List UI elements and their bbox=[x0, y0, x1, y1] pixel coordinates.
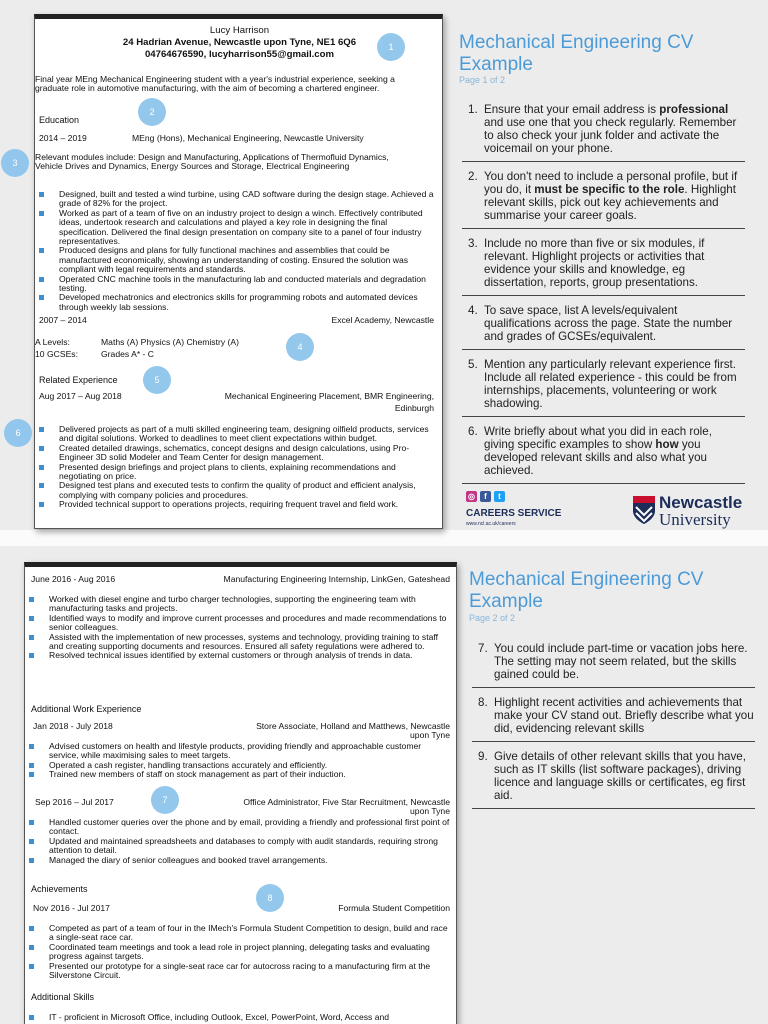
list-item: Delivered projects as part of a multi skilled engineering team, designing oilfield products, services and digital solutions. Worked to deadlines to meet client expectations within budget. bbox=[35, 425, 435, 444]
list-item: Produced designs and plans for fully functional machines and assemblies that could be manufactured economically, showing an understanding of costing. Ensured the solution was compliant with legal requirements and standards. bbox=[35, 246, 435, 274]
job2-role: Store Associate, Holland and Matthews, Newcastle bbox=[256, 721, 450, 731]
tip-item bbox=[462, 103, 745, 162]
gcse-label: 10 GCSEs: bbox=[35, 349, 78, 359]
tip-number: 9. bbox=[478, 750, 488, 763]
job2-dates: Jan 2018 - July 2018 bbox=[33, 721, 113, 731]
exp1-title bbox=[154, 392, 434, 414]
side1-title-line2: Example bbox=[459, 54, 533, 75]
side2-title-line1: Mechanical Engineering CV bbox=[469, 569, 704, 590]
tip-text: To save space, list A levels/equivalent qualifications across the page. State the number and grades of GCSEs/equivalent. bbox=[484, 304, 733, 343]
badge-2: 2 bbox=[138, 98, 166, 126]
tip-item bbox=[472, 696, 755, 742]
tip-bold-text: how bbox=[655, 438, 679, 451]
cv-page-2 bbox=[24, 562, 457, 1024]
job1-bullet-list bbox=[25, 595, 450, 661]
tip-text-end: . Highlight relevant skills, pick out key achievements and summarise your career goals. bbox=[484, 183, 736, 222]
tip-number: 2. bbox=[468, 170, 478, 183]
exp1-bullet-list bbox=[35, 425, 435, 510]
facebook-icon[interactable]: f bbox=[480, 491, 491, 502]
cv-page-1 bbox=[34, 14, 443, 529]
list-item: Resolved technical issues identified by external customers or through analysis of trends in data. bbox=[25, 651, 450, 660]
list-item: Designed, built and tested a wind turbine, using CAD software during the design stage. Achieved a grade of 82% for the project. bbox=[35, 190, 435, 209]
list-item: Managed the diary of senior colleagues and booked travel arrangements. bbox=[25, 856, 450, 865]
careers-url[interactable]: www.ncl.ac.uk/careers bbox=[466, 521, 516, 527]
skills-heading: Additional Skills bbox=[31, 992, 95, 1002]
careers-label: CAREERS SERVICE bbox=[466, 508, 562, 519]
exp1-dates: Aug 2017 – Aug 2018 bbox=[39, 391, 122, 401]
edu1-modules: Relevant modules include: Design and Manufacturing, Applications of Thermofluid Dynamics, Vehicle Drives and Dynamics, Energy Sources and Storage, Electrical Engineering bbox=[35, 152, 389, 172]
job1-title: Manufacturing Engineering Internship, LinkGen, Gateshead bbox=[223, 574, 450, 584]
badge-8: 8 bbox=[256, 884, 284, 912]
tip-bold-text: professional bbox=[659, 103, 729, 116]
tip-text: Mention any particularly relevant experience first. Include all related experience - this could be from internships, placements, volunteering or work shadowing. bbox=[484, 358, 737, 410]
badge-5: 5 bbox=[143, 366, 171, 394]
edu1-dates: 2014 – 2019 bbox=[39, 133, 87, 143]
badge-7: 7 bbox=[151, 786, 179, 814]
tip-item bbox=[472, 750, 755, 809]
list-item: Presented our prototype for a single-seat race car for autocross racing to a manufacturing firm at the Silverstone Circuit. bbox=[25, 962, 450, 981]
ach-title: Formula Student Competition bbox=[338, 903, 450, 913]
badge-1: 1 bbox=[377, 33, 405, 61]
tip-number: 3. bbox=[468, 237, 478, 250]
tip-number: 6. bbox=[468, 425, 478, 438]
list-item: Provided technical support to operations projects, requiring frequent travel and field work. bbox=[35, 500, 435, 509]
instagram-icon[interactable]: ◎ bbox=[466, 491, 477, 502]
university-logo bbox=[632, 495, 656, 530]
list-item: Operated CNC machine tools in the manufacturing lab and conducted materials and degradation testing. bbox=[35, 275, 435, 294]
side2-tips bbox=[472, 642, 755, 817]
cv-profile: Final year MEng Mechanical Engineering student with a year's industrial experience, seeking a graduate role in automotive manufacturing, with the aim of becoming a chartered engineer. bbox=[35, 74, 395, 94]
side1-title bbox=[459, 32, 693, 76]
tip-number: 8. bbox=[478, 696, 488, 709]
job3-bullet-list bbox=[25, 818, 450, 865]
additional-work-heading: Additional Work Experience bbox=[31, 704, 142, 714]
tip-item bbox=[462, 170, 745, 229]
list-item: Coordinated team meetings and took a lead role in project planning, delegating tasks and evaluating progress against targets. bbox=[25, 943, 450, 962]
list-item: Assisted with the implementation of new processes, systems and technology, providing training to staff and creating supporting documents and resources. Ensured all safety regulations were adhered to. bbox=[25, 633, 450, 652]
side1-page-label: Page 1 of 2 bbox=[459, 75, 506, 85]
list-item: Operated a cash register, handling transactions accurately and efficiently. bbox=[25, 761, 450, 770]
list-item: Worked with diesel engine and turbo charger technologies, supporting the engineering team with manufacturing tasks and projects. bbox=[25, 595, 450, 614]
experience-heading: Related Experience bbox=[39, 375, 118, 385]
tip-text: You don't need to include a personal profile, but if you do, it bbox=[484, 170, 738, 196]
tip-item bbox=[462, 304, 745, 350]
side2-title bbox=[469, 569, 703, 613]
list-item: Developed mechatronics and electronics skills for programming robots and automated devices through weekly lab sessions. bbox=[35, 293, 435, 312]
tip-text: Give details of other relevant skills that you have, such as IT skills (list software packages), driving licence and language skills or certificates, eg first aid. bbox=[494, 750, 746, 802]
job3-dates: Sep 2016 – Jul 2017 bbox=[35, 797, 114, 807]
badge-6: 6 bbox=[4, 419, 32, 447]
gcse-value: Grades A* - C bbox=[101, 349, 155, 359]
list-item: Designed test plans and executed tests to confirm the quality of product and efficient analysis, complying with company policies and procedures. bbox=[35, 481, 435, 500]
side2-page-label: Page 2 of 2 bbox=[469, 613, 516, 623]
tip-text: Highlight recent activities and achievements that make your CV stand out. Briefly describe what you did, evidencing relevant skills bbox=[494, 696, 754, 735]
tip-item bbox=[462, 237, 745, 296]
tip-number: 1. bbox=[468, 103, 478, 116]
list-item: Created detailed drawings, schematics, concept designs and design calculations, using Pro-Engineer 3D solid Modeler and Team Center for design management. bbox=[35, 444, 435, 463]
alevels-value: Maths (A) Physics (A) Chemistry (A) bbox=[101, 337, 239, 347]
list-item: Advised customers on health and lifestyle products, providing friendly and approachable customer service, while maximising sales to meet targets. bbox=[25, 742, 450, 761]
list-item: Trained new members of staff on stock management as part of their induction. bbox=[25, 770, 450, 779]
edu2-school: Excel Academy, Newcastle bbox=[331, 315, 434, 325]
social-icons bbox=[466, 491, 505, 502]
tip-text: Ensure that your email address is bbox=[484, 103, 660, 116]
badge-4: 4 bbox=[286, 333, 314, 361]
job3-role: Office Administrator, Five Star Recruitment, Newcastle bbox=[243, 797, 450, 807]
exp1-location: Edinburgh bbox=[394, 403, 434, 414]
ach-dates: Nov 2016 - Jul 2017 bbox=[33, 903, 110, 913]
tip-text-end: you developed relevant skills and also what you achieved. bbox=[484, 438, 707, 477]
side1-tips bbox=[462, 103, 745, 492]
list-item: Updated and maintained spreadsheets and databases to comply with audit standards, requiring strong attention to detail. bbox=[25, 837, 450, 856]
university-name bbox=[659, 494, 742, 528]
side2-title-line2: Example bbox=[469, 591, 543, 612]
tip-number: 4. bbox=[468, 304, 478, 317]
list-item: IT - proficient in Microsoft Office, including Outlook, Excel, PowerPoint, Word, Access and bbox=[25, 1013, 450, 1022]
badge-3: 3 bbox=[1, 149, 29, 177]
tip-bold-text: must be specific to the role bbox=[534, 183, 685, 196]
tip-number: 7. bbox=[478, 642, 488, 655]
edu2-dates: 2007 – 2014 bbox=[39, 315, 87, 325]
job3-title bbox=[243, 798, 450, 817]
edu1-title: MEng (Hons), Mechanical Engineering, Newcastle University bbox=[132, 133, 364, 143]
tip-item bbox=[462, 358, 745, 417]
job2-location: upon Tyne bbox=[410, 730, 450, 741]
side1-title-line1: Mechanical Engineering CV bbox=[459, 32, 694, 53]
tip-text: Write briefly about what you did in each role, giving specific examples to show bbox=[484, 425, 712, 451]
tip-text-end: and use one that you check regularly. Remember to also check your junk folder and activate the voicemail on your phone. bbox=[484, 116, 737, 155]
cv-contact: 04764676590, lucyharrison55@gmail.com bbox=[144, 49, 335, 60]
job2-bullet-list bbox=[25, 742, 450, 780]
twitter-icon[interactable]: t bbox=[494, 491, 505, 502]
uni-line1: Newcastle bbox=[659, 493, 743, 512]
page-divider bbox=[0, 530, 768, 546]
alevels-label: A Levels: bbox=[35, 337, 70, 347]
achievements-heading: Achievements bbox=[31, 884, 88, 894]
job2-title bbox=[256, 722, 450, 741]
list-item: Worked as part of a team of five on an industry project to design a winch. Effectively contributed ideas, undertook research and calculations and played a key role in designing the final specification. Delivered the final design presentation on company site to a panel of four industry representatives. bbox=[35, 209, 435, 247]
list-item: Presented design briefings and project plans to clients, explaining recommendations and negotiating on price. bbox=[35, 463, 435, 482]
tip-text: Include no more than five or six modules, if relevant. Highlight projects or activities that evidence your skills and knowledge, eg dissertation, reports, group presentations. bbox=[484, 237, 705, 289]
list-item: Handled customer queries over the phone and by email, providing a friendly and professional first point of contact. bbox=[25, 818, 450, 837]
skills-bullet-list bbox=[25, 1013, 450, 1022]
cv-name: Lucy Harrison bbox=[209, 25, 270, 36]
tip-text: You could include part-time or vacation jobs here. The setting may not seem related, but the skills gained could be. bbox=[494, 642, 748, 681]
job1-dates: June 2016 - Aug 2016 bbox=[31, 574, 116, 584]
university-crest-icon bbox=[632, 495, 656, 525]
tip-number: 5. bbox=[468, 358, 478, 371]
uni-line2: University bbox=[659, 510, 731, 529]
edu1-bullet-list bbox=[35, 190, 435, 312]
list-item: Identified ways to modify and improve current processes and procedures and made recommendations to senior colleagues. bbox=[25, 614, 450, 633]
exp1-role: Mechanical Engineering Placement, BMR Engineering, bbox=[224, 391, 434, 401]
education-heading: Education bbox=[39, 115, 80, 125]
job3-location: upon Tyne bbox=[410, 806, 450, 817]
tip-item bbox=[472, 642, 755, 688]
list-item: Competed as part of a team of four in the IMech's Formula Student Competition to design, build and race a single-seat race car. bbox=[25, 924, 450, 943]
tip-item bbox=[462, 425, 745, 484]
ach-bullet-list bbox=[25, 924, 450, 980]
cv-address: 24 Hadrian Avenue, Newcastle upon Tyne, NE1 6Q6 bbox=[122, 37, 357, 48]
